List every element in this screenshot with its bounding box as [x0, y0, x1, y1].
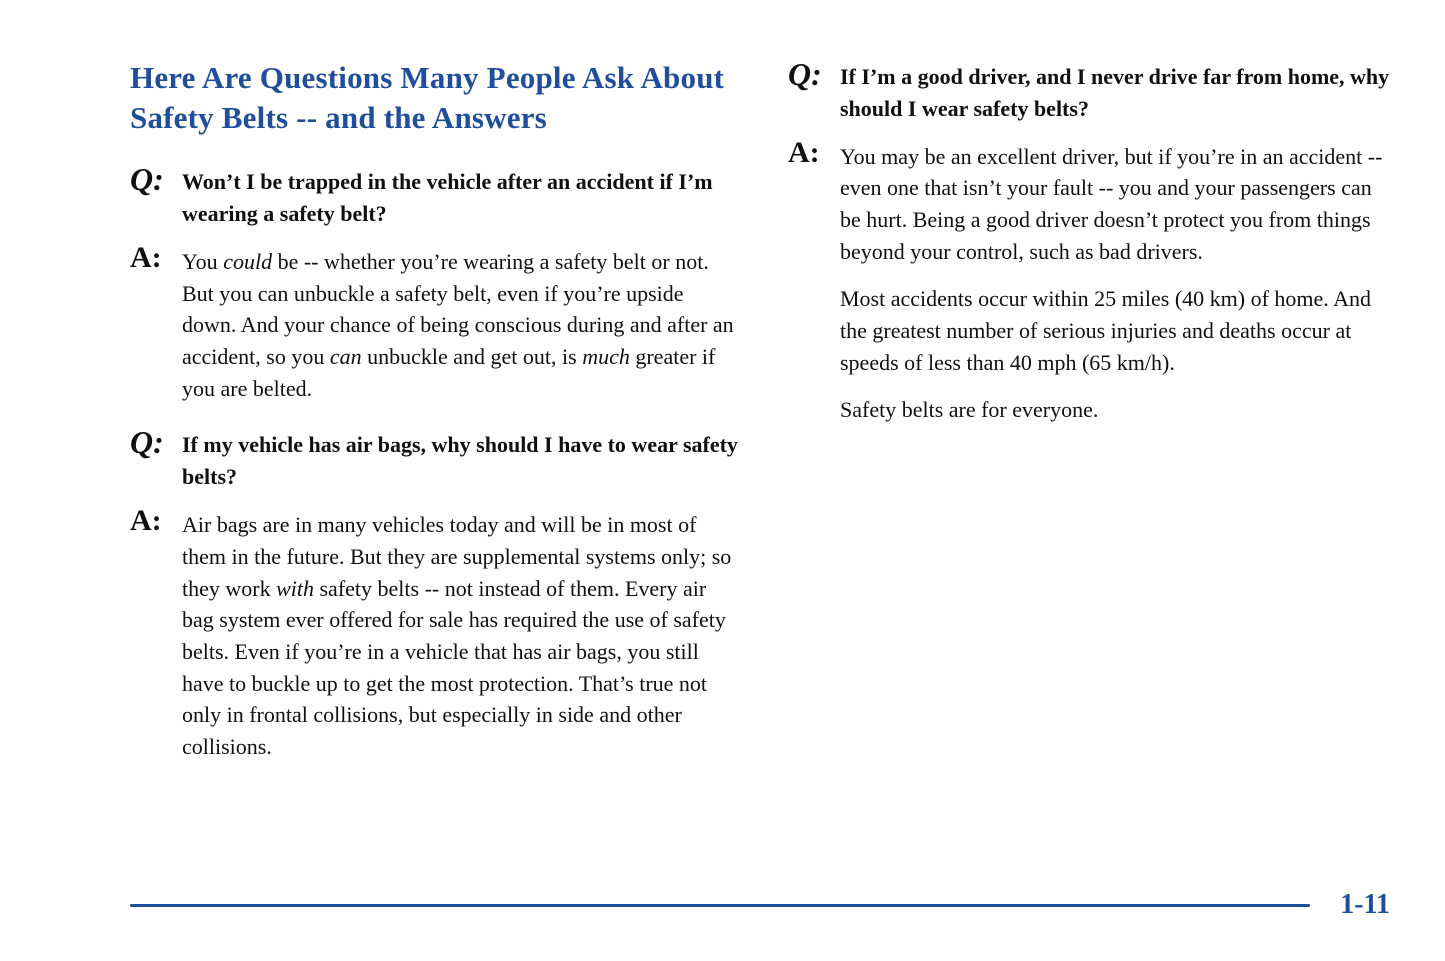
answer-text [182, 242, 738, 404]
page-footer [130, 890, 1390, 921]
right-column [788, 58, 1396, 448]
question-text: If I’m a good driver, and I never drive far from home, why should I wear safety belts? [840, 64, 1390, 121]
text-run-italic: could [223, 249, 273, 275]
qa-answer-block-1 [130, 242, 738, 404]
answer-paragraph: Most accidents occur within 25 miles (40 km) of home. And the greatest number of serious injuries and deaths occur at speeds of less than 40 mph (65 km/h). [840, 286, 1371, 375]
answer-paragraph [182, 509, 738, 762]
answer-text [182, 505, 738, 762]
text-run: Air bags are in many vehicles today and will be in most of them in the future. But they are supplemental systems only; so they work [182, 512, 732, 601]
qa-question-block-1 [130, 163, 738, 230]
text-run: be -- whether you’re wearing a safety belt or not. But you can unbuckle a safety belt, even if you’re upside down. And your chance of being conscious during and after an accident, so you [182, 249, 734, 370]
a-label: A: [788, 135, 820, 169]
text-run: greater if you are belted. [182, 344, 716, 401]
answer-paragraph [182, 246, 738, 404]
a-label: A: [130, 241, 162, 275]
qa-answer-block-3 [788, 137, 1396, 426]
text-run-italic: much [582, 344, 630, 370]
answer-paragraph: Safety belts are for everyone. [840, 397, 1099, 423]
text-run: You [182, 249, 224, 275]
question-text: Won’t I be trapped in the vehicle after an accident if I’m wearing a safety belt? [182, 169, 713, 227]
section-heading: Here Are Questions Many People Ask About Safety Belts -- and the Answers [130, 60, 725, 135]
text-run-italic: with [276, 575, 314, 601]
answer-text [840, 137, 1396, 426]
q-label: Q: [130, 424, 164, 461]
page-number: 1-11 [1340, 889, 1390, 920]
qa-answer-block-2 [130, 505, 738, 762]
text-run: unbuckle and get out, is [361, 344, 583, 370]
q-label: Q: [788, 56, 822, 92]
question-text: If my vehicle has air bags, why should I have to wear safety belts? [182, 432, 738, 490]
text-run: safety belts -- not instead of them. Every air bag system ever offered for sale has required the use of safety belts. Even if you’re in a vehicle that has air bags, you still have to buckle up to get the most protection. That’s true not only in frontal collisions, but especially in side and other collisions. [182, 575, 726, 759]
page-columns [130, 58, 1396, 785]
text-run-italic: can [329, 344, 362, 370]
qa-question-block-3 [788, 58, 1396, 125]
left-column [130, 58, 738, 785]
qa-question-block-2 [130, 426, 738, 493]
footer-rule [130, 904, 1310, 907]
q-label: Q: [130, 161, 164, 198]
a-label: A: [130, 504, 162, 538]
answer-paragraph: You may be an excellent driver, but if you’re in an accident -- even one that isn’t your fault -- you and your passengers can be hurt. Being a good driver doesn’t protect you from things beyond your control, such as bad drivers. [840, 143, 1383, 264]
